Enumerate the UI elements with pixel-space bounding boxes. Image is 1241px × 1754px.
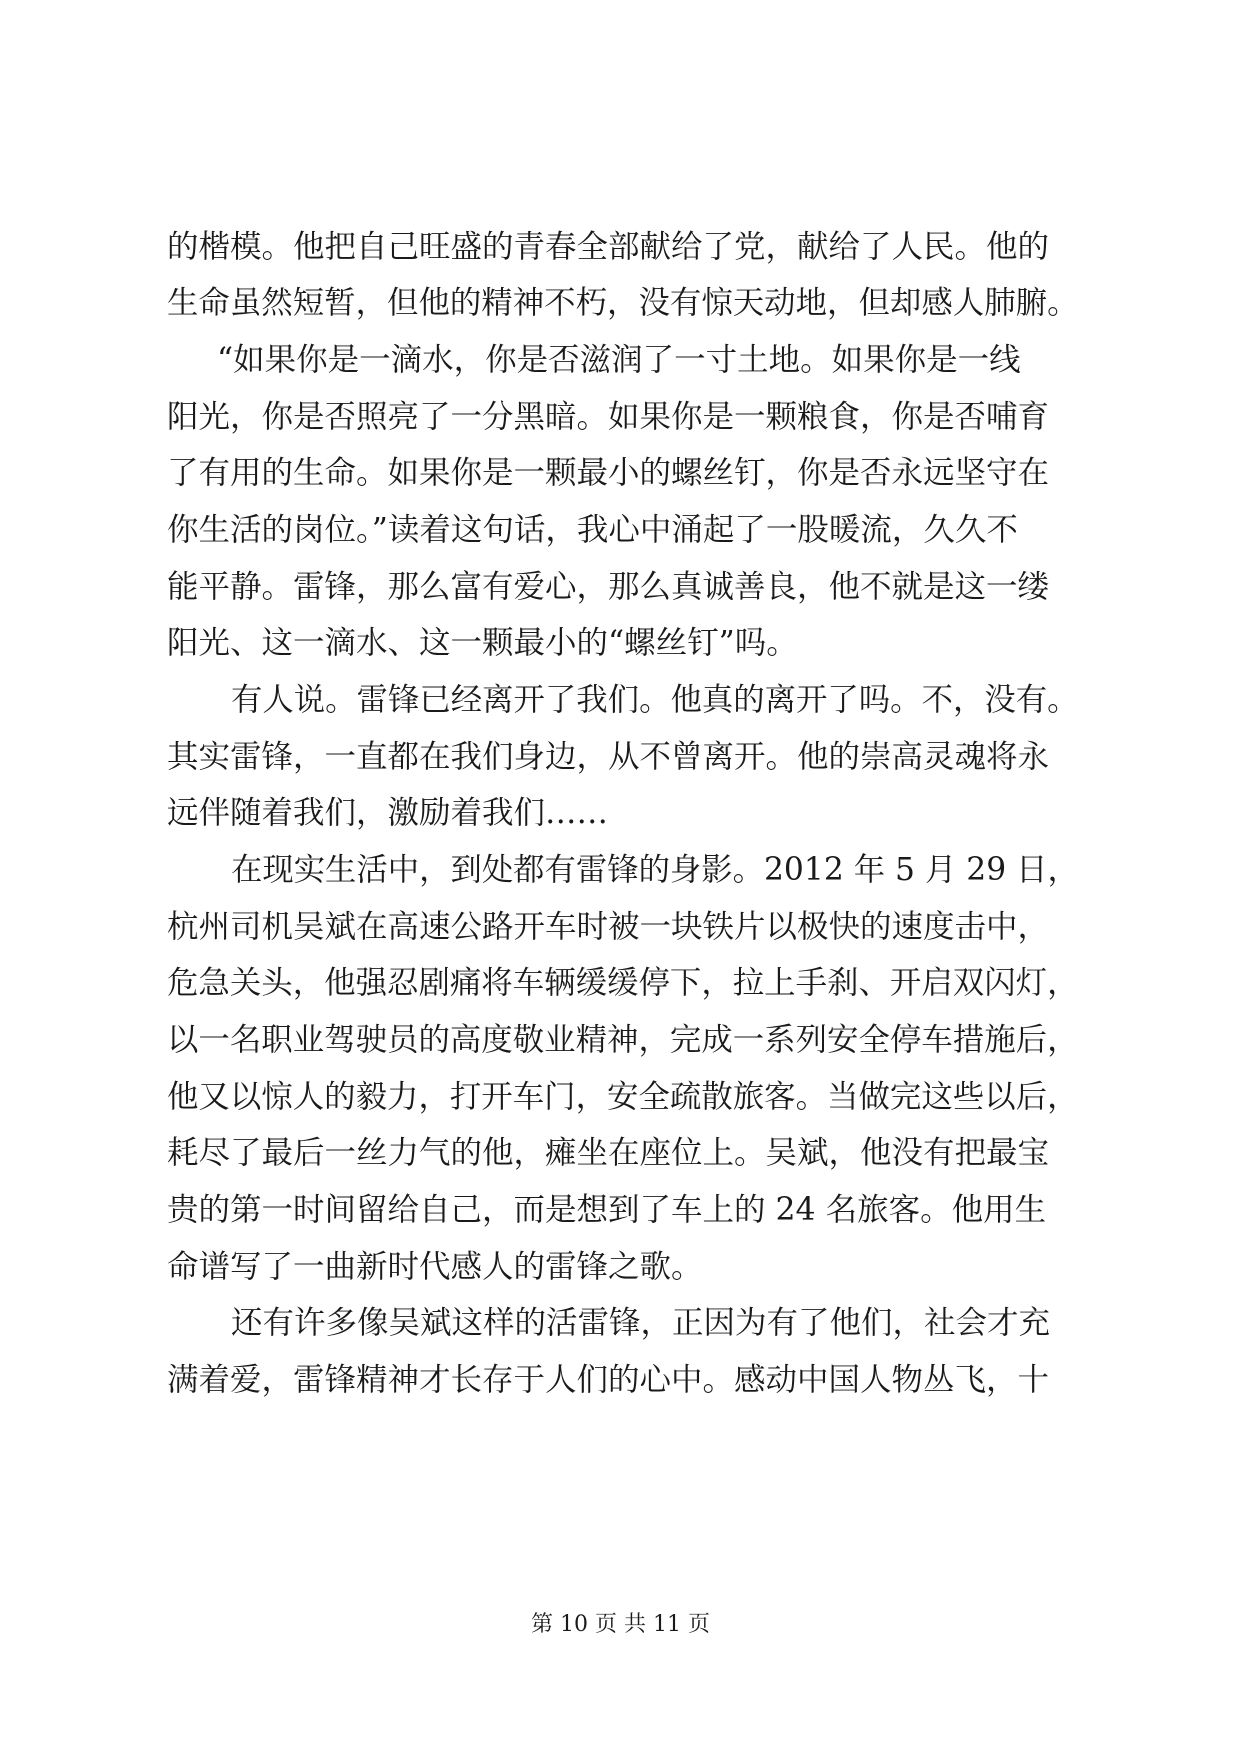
text-line: 贵的第一时间留给自己，而是想到了车上的 24 名旅客。他用生 <box>167 1192 1047 1228</box>
text-line: 危急关头，他强忍剧痛将车辆缓缓停下，拉上手刹、开启双闪灯， <box>167 965 1079 1001</box>
text-line: 他又以惊人的毅力，打开车门，安全疏散旅客。当做完这些以后， <box>167 1079 1079 1115</box>
text-line: 杭州司机吴斌在高速公路开车时被一块铁片以极快的速度击中， <box>167 909 1050 945</box>
text-line: 你生活的岗位。”读着这句话，我心中涌起了一股暖流，久久不 <box>167 512 1018 548</box>
paragraph-start-line: 在现实生活中，到处都有雷锋的身影。2012 年 5 月 29 日， <box>231 852 1079 888</box>
text-line: 命谱写了一曲新时代感人的雷锋之歌。 <box>167 1249 703 1285</box>
text-line: 远伴随着我们，激励着我们…… <box>167 795 609 831</box>
text-line: 的楷模。他把自己旺盛的青春全部献给了党，献给了人民。他的 <box>167 229 1050 265</box>
text-line: 阳光、这一滴水、这一颗最小的“螺丝钉”吗。 <box>167 625 798 661</box>
paragraph-start-line: “如果你是一滴水，你是否滋润了一寸土地。如果你是一线 <box>217 342 1021 378</box>
text-line: 耗尽了最后一丝力气的他，瘫坐在座位上。吴斌，他没有把最宝 <box>167 1135 1050 1171</box>
text-line: 了有用的生命。如果你是一颗最小的螺丝钉，你是否永远坚守在 <box>167 455 1050 491</box>
text-line: 其实雷锋，一直都在我们身边，从不曾离开。他的崇高灵魂将永 <box>167 739 1050 775</box>
paragraph-start-line: 有人说。雷锋已经离开了我们。他真的离开了吗。不，没有。 <box>231 682 1079 718</box>
text-line: 能平静。雷锋，那么富有爱心，那么真诚善良，他不就是这一缕 <box>167 569 1050 605</box>
paragraph-start-line: 还有许多像吴斌这样的活雷锋，正因为有了他们，社会才充 <box>231 1305 1051 1341</box>
text-line: 阳光，你是否照亮了一分黑暗。如果你是一颗粮食，你是否哺育 <box>167 399 1050 435</box>
text-line: 生命虽然短暂，但他的精神不朽，没有惊天动地，但却感人肺腑。 <box>167 285 1079 321</box>
text-line: 以一名职业驾驶员的高度敬业精神，完成一系列安全停车措施后， <box>167 1022 1079 1058</box>
page-number-footer: 第 10 页 共 11 页 <box>531 1612 710 1637</box>
text-line: 满着爱，雷锋精神才长存于人们的心中。感动中国人物丛飞，十 <box>167 1362 1050 1398</box>
